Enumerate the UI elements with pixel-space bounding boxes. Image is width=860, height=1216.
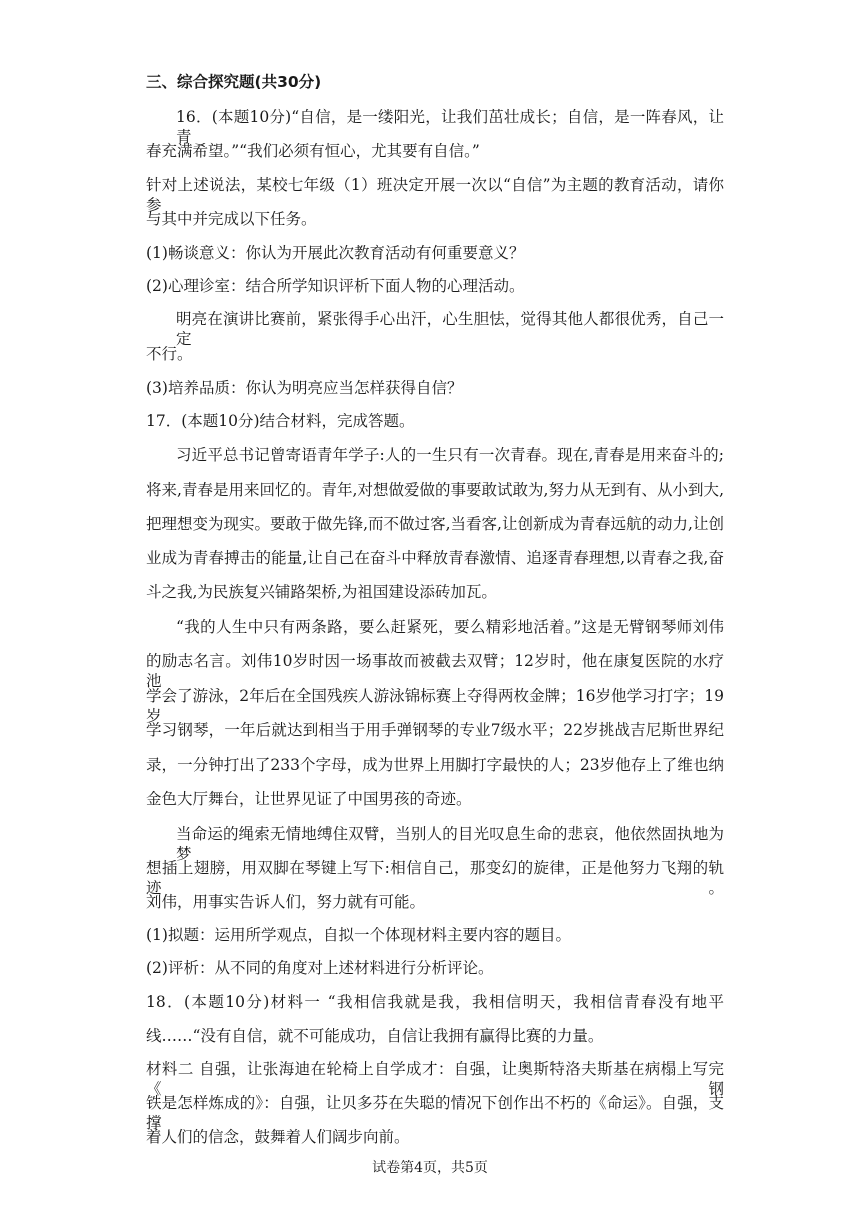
q18-text-line: 铁是怎样炼成的》：自强，让贝多芬在失聪的情况下创作出不朽的《命运》。自强，支撑 bbox=[146, 1094, 724, 1132]
q16-text-line: 16．(本题10分)“自信，是一缕阳光，让我们茁壮成长；自信，是一阵春风，让青 bbox=[176, 108, 724, 146]
q17-material-line: 学习钢琴，一年后就达到相当于用手弹钢琴的专业7级水平；22岁挑战吉尼斯世界纪 bbox=[146, 721, 724, 739]
q17-material-line: 习近平总书记曾寄语青年学子:人的一生只有一次青春。现在,青春是用来奋斗的; bbox=[176, 446, 724, 464]
q18-text-line: 着人们的信念，鼓舞着人们阔步向前。 bbox=[146, 1128, 410, 1146]
q17-material-line: 刘伟，用事实告诉人们，努力就有可能。 bbox=[146, 893, 426, 911]
q17-material-line: 学会了游泳，2年后在全国残疾人游泳锦标赛上夺得两枚金牌；16岁他学习打字；19 岁 bbox=[146, 687, 724, 725]
q17-material-line: 业成为青春搏击的能量,让自己在奋斗中释放青春激情、追逐青春理想,以青春之我,奋 bbox=[146, 549, 724, 567]
q18-text-line: 材料二 自强，让张海迪在轮椅上自学成才：自强，让奥斯特洛夫斯基在病榻上写完《钢 bbox=[146, 1060, 724, 1098]
q17-material-line: 将来,青春是用来回忆的。青年,对想做爱做的事要敢试敢为,努力从无到有、从小到大, bbox=[146, 481, 724, 499]
q17-material-line: 把理想变为现实。要敢于做先锋,而不做过客,当看客,让创新成为青春远航的动力,让创 bbox=[146, 515, 724, 533]
page-footer: 试卷第4页，共5页 bbox=[372, 1160, 488, 1176]
section-title: 三、综合探究题(共30分) bbox=[146, 73, 322, 91]
q17-material-line: 录，一分钟打出了233个字母，成为世界上用脚打字最快的人；23岁他存上了维也纳 bbox=[146, 756, 724, 774]
q17-material-line: 斗之我,为民族复兴铺路架桥,为祖国建设添砖加瓦。 bbox=[146, 583, 497, 601]
q16-text-line: 与其中并完成以下任务。 bbox=[146, 210, 317, 228]
q16-text-line: 针对上述说法，某校七年级（1）班决定开展一次以“自信”为主题的教育活动，请你参 bbox=[146, 176, 724, 214]
q16-subquestion-3: (3)培养品质：你认为明亮应当怎样获得自信？ bbox=[146, 379, 463, 397]
q17-material-line: 的励志名言。刘伟10岁时因一场事故而被截去双臂；12岁时，他在康复医院的水疗池 bbox=[146, 652, 724, 690]
q16-subquestion-2: (2)心理诊室：结合所学知识评析下面人物的心理活动。 bbox=[146, 277, 525, 295]
q17-material-line: “我的人生中只有两条路，要么赶紧死，要么精彩地活着。”这是无臂钢琴师刘伟 bbox=[176, 618, 724, 636]
q16-material-line: 明亮在演讲比赛前，紧张得手心出汗，心生胆怯，觉得其他人都很优秀，自己一定 bbox=[176, 310, 724, 348]
q18-text-line: 线……“没有自信，就不可能成功，自信让我拥有赢得比赛的力量。 bbox=[146, 1027, 604, 1045]
q18-text-line: 18．(本题10分)材料一 “我相信我就是我，我相信明天，我相信青春没有地平 bbox=[146, 993, 724, 1011]
q17-material-line: 想插上翅膀，用双脚在琴键上写下:相信自己，那变幻的旋律，正是他努力飞翔的轨迹。 bbox=[146, 859, 724, 897]
q17-title: 17．(本题10分)结合材料，完成答题。 bbox=[146, 412, 415, 430]
q16-text-line: 春充满希望。”“我们必须有恒心，尤其要有自信。” bbox=[146, 142, 480, 160]
q16-material-line: 不行。 bbox=[146, 345, 193, 363]
q16-subquestion-1: (1)畅谈意义：你认为开展此次教育活动有何重要意义？ bbox=[146, 244, 525, 262]
q17-subquestion-1: (1)拟题：运用所学观点，自拟一个体现材料主要内容的题目。 bbox=[146, 926, 571, 944]
q17-material-line: 金色大厅舞台，让世界见证了中国男孩的奇迹。 bbox=[146, 790, 472, 808]
q17-subquestion-2: (2)评析：从不同的角度对上述材料进行分析评论。 bbox=[146, 959, 494, 977]
q17-material-line: 当命运的绳索无情地缚住双臂，当别人的目光叹息生命的悲哀，他依然固执地为梦 bbox=[176, 825, 724, 863]
